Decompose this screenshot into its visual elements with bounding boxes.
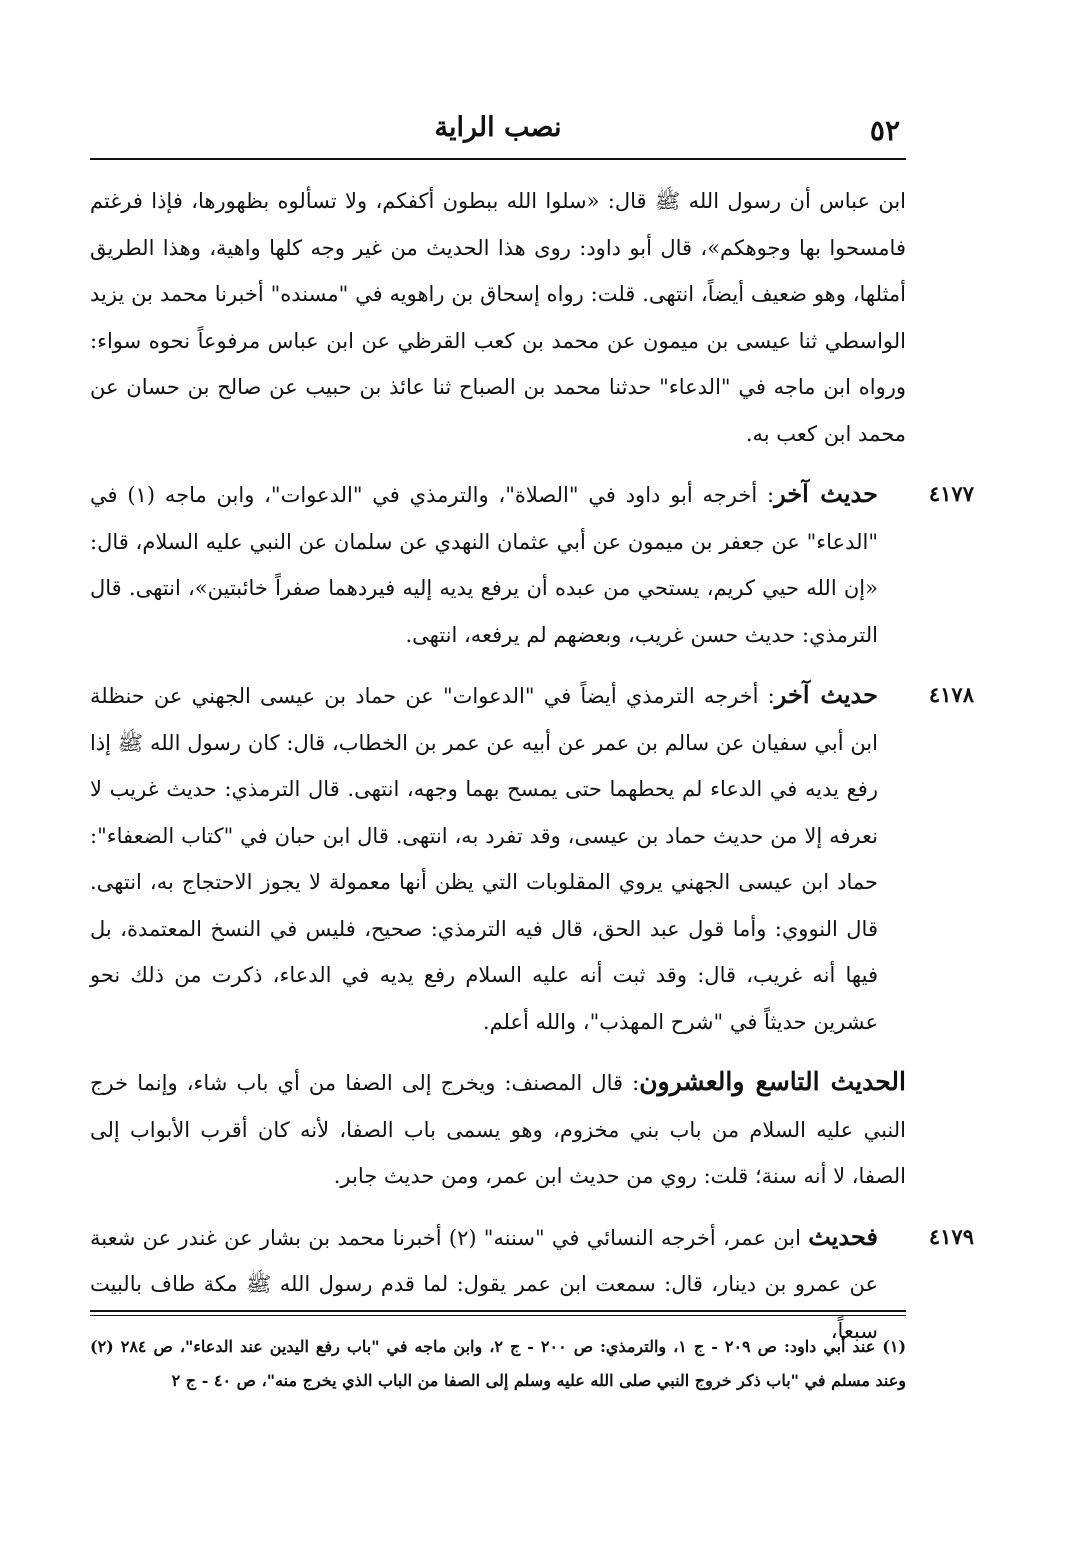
hadith-lead: حديث آخر xyxy=(774,479,878,508)
footnote-text: (١) عند أبي داود: ص ٢٠٩ - ج ١، والترمذي: ص ٢٠٠ - ج ٢، وابن ماجه في "باب رفع اليدين عند الدعاء"، ص ٢٨٤ (٢) وعند مسلم في "باب ذكر خروج النبي صلى الله عليه وسلم إلى الصفا من الباب الذي يخرج منه"، ص ٤٠ - ج ٢ xyxy=(90,1337,907,1390)
paragraph-text: ابن عباس أن رسول الله ﷺ قال: «سلوا الله ببطون أكفكم، ولا تسألوه بظهورها، فإذا فرغتم فامسحوا بها وجوهكم»، قال أبو داود: روى هذا الحديث من غير وجه كلها واهية، وهذا الطريق أمثلها، وهو ضعيف أيضاً، انتهى. قلت: رواه إسحاق بن راهويه في "مسنده" أخبرنا محمد بن يزيد الواسطي ثنا عيسى بن ميمون عن محمد بن كعب القرظي عن ابن عباس مرفوعاً نحوه سواء: ورواه ابن ماجه في "الدعاء" حدثنا محمد بن الصباح ثنا عائذ بن حبيب عن صالح بن حسان عن محمد ابن كعب به. xyxy=(90,189,906,446)
hadith-number: ٤١٧٨ xyxy=(928,682,974,707)
chapter-heading: الحديث التاسع والعشرون xyxy=(639,1067,906,1096)
footnote-divider xyxy=(90,1310,906,1316)
chapter-29 xyxy=(90,1059,906,1200)
hadith-number: ٤١٧٧ xyxy=(928,481,974,506)
hadith-lead: فحديث xyxy=(808,1221,878,1251)
paragraph-text: ابن عمر، أخرجه النسائي في "سننه" (٢) أخبرنا محمد بن بشار عن غندر عن شعبة عن عمرو بن دينار، قال: سمعت ابن عمر يقول: لما قدم رسول الله ﷺ مكة طاف بالبيت سبعاً، xyxy=(90,1225,878,1343)
page-number: ٥٢ xyxy=(869,114,900,147)
page-title: نصب الراية xyxy=(434,112,562,143)
footnotes xyxy=(90,1310,906,1398)
page-header xyxy=(90,108,906,160)
hadith-lead: حديث آخر xyxy=(774,680,878,709)
hadith-4178 xyxy=(90,672,974,1045)
paragraph-text: : قال المصنف: ويخرج إلى الصفا من أي باب شاء، وإنما خرج النبي عليه السلام من باب بني مخزوم، وهو يسمى باب الصفا، لأنه كان أقرب الأبواب إلى الصفا، لا أنه سنة؛ قلت: روي من حديث ابن عمر، ومن حديث جابر. xyxy=(90,1071,906,1188)
paragraph-text: : أخرجه الترمذي أيضاً في "الدعوات" عن حماد بن عيسى الجهني عن حنظلة ابن أبي سفيان عن سالم بن عمر عن أبيه عن عمر بن الخطاب، قال: كان رسول الله ﷺ إذا رفع يديه في الدعاء لم يحطهما حتى يمسح بهما وجهه، انتهى. قال الترمذي: حديث غريب لا نعرفه إلا من حديث حماد بن عيسى، وقد تفرد به، انتهى. قال ابن حبان في "كتاب الضعفاء": حماد ابن عيسى الجهني يروي المقلوبات التي يظن أنها معمولة لا يجوز الاحتجاج به، انتهى. قال النووي: وأما قول عبد الحق، قال فيه الترمذي: صحيح، فليس في النسخ المعتمدة، بل فيها أنه غريب، قال: وقد ثبت أنه عليه السلام رفع يديه في الدعاء، ذكرت من ذلك نحو عشرين حديثاً في "شرح المهذب"، والله أعلم. xyxy=(90,684,878,1034)
body-text xyxy=(90,178,974,1354)
hadith-number: ٤١٧٩ xyxy=(928,1223,974,1249)
hadith-4177 xyxy=(90,471,974,658)
paragraph-text: : أخرجه أبو داود في "الصلاة"، والترمذي في "الدعوات"، وابن ماجه (١) في "الدعاء" عن جعفر بن ميمون عن أبي عثمان النهدي عن سلمان عن النبي عليه السلام، قال: «إن الله حيي كريم، يستحي من عبده أن يرفع يديه إليه فيردهما صفراً خائبتين»، انتهى. قال الترمذي: حديث حسن غريب، وبعضهم لم يرفعه، انتهى. xyxy=(90,483,878,647)
continuation-paragraph xyxy=(90,178,906,457)
